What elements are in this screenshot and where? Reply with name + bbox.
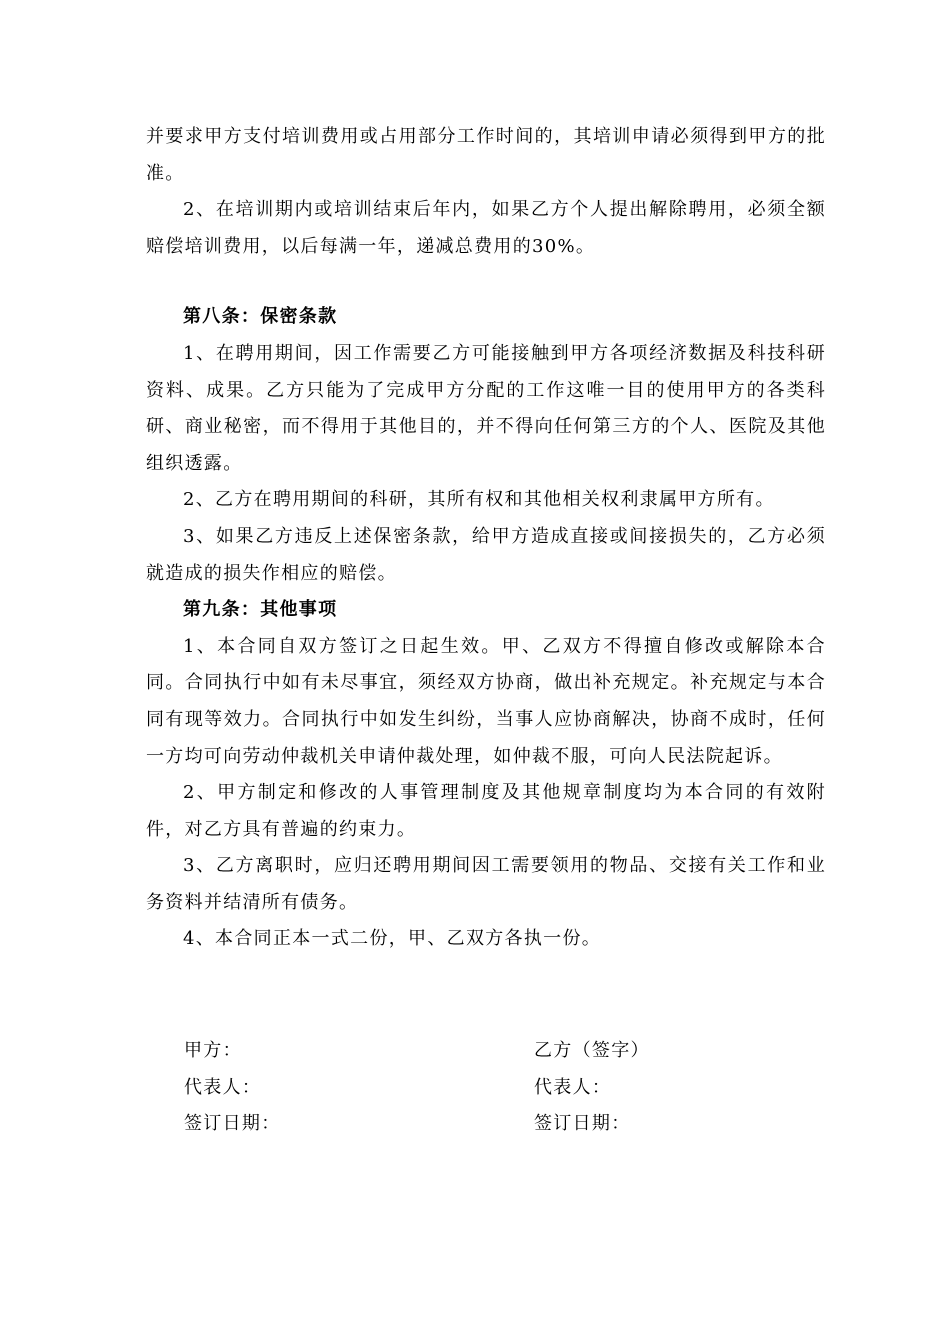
representative-a-label: 代表人： [184,1076,262,1098]
document-body [146,119,826,958]
paragraph-training-approval: 并要求甲方支付培训费用或占用部分工作时间的，其培训申请必须得到甲方的批准。 [146,126,826,184]
sign-date-b-label: 签订日期： [534,1113,631,1135]
section-gap [146,265,826,299]
representative-b-label: 代表人： [534,1076,612,1098]
section8-item-1: 1、在聘用期间，因工作需要乙方可能接触到甲方各项经济数据及科技科研资料、成果。乙方只能为了完成甲方分配的工作这唯一目的使用甲方的各类科研、商业秘密，而不得用于其他目的，并不得向任何第三方的个人、医院及其他组织透露。 [146,342,826,474]
sign-date-a-label: 签订日期： [184,1113,281,1135]
section9-item-3: 3、乙方离职时，应归还聘用期间因工需要领用的物品、交接有关工作和业务资料并结清所有债务。 [146,855,826,913]
section9-title: 第九条：其他事项 [183,599,338,621]
section9-item-2: 2、甲方制定和修改的人事管理制度及其他规章制度均为本合同的有效附件，对乙方具有普遍的约束力。 [146,782,826,840]
signature-block [184,1033,784,1143]
signature-row-party [184,1033,784,1070]
paragraph-training-compensation: 2、在培训期内或培训结束后年内，如果乙方个人提出解除聘用，必须全额赔偿培训费用，以后每满一年，递减总费用的30%。 [146,199,826,257]
section8-item-2: 2、乙方在聘用期间的科研，其所有权和其他相关权利隶属甲方所有。 [183,489,775,511]
party-b-label: 乙方（签字） [534,1040,650,1061]
section8-title: 第八条：保密条款 [183,306,338,328]
section8-item-3: 3、如果乙方违反上述保密条款，给甲方造成直接或间接损失的，乙方必须就造成的损失作相应的赔偿。 [146,525,826,584]
signature-row-date [184,1106,784,1143]
section9-item-1: 1、本合同自双方签订之日起生效。甲、乙双方不得擅自修改或解除本合同。合同执行中如有未尽事宜，须经双方协商，做出补充规定。补充规定与本合同有现等效力。合同执行中如发生纠纷，当事人应协商解决，协商不成时，任何一方均可向劳动仲裁机关申请仲裁处理，如仲裁不服，可向人民法院起诉。 [146,635,826,767]
section9-item-4: 4、本合同正本一式二份，甲、乙双方各执一份。 [183,928,602,950]
signature-row-representative [184,1070,784,1107]
party-a-label: 甲方： [184,1040,242,1061]
